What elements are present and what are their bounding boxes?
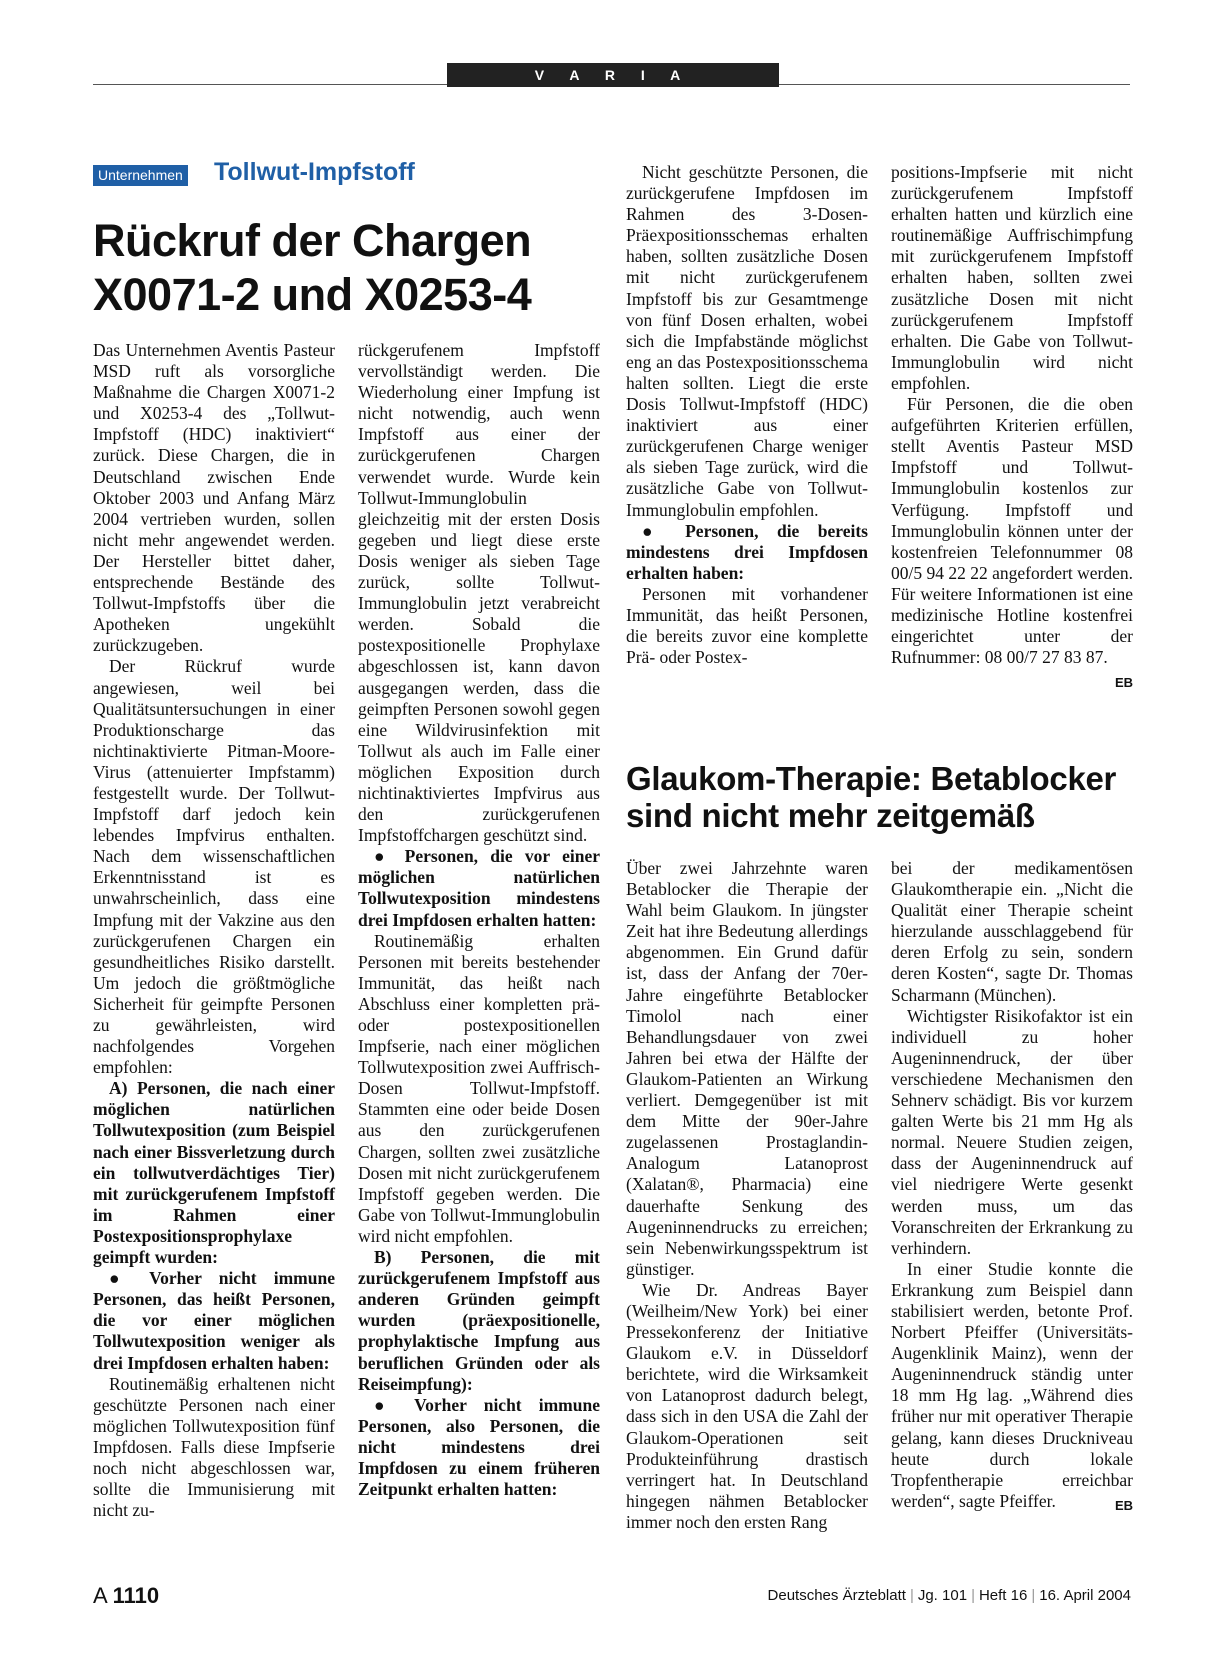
article2-headline xyxy=(626,760,1146,834)
article-kicker: Tollwut-Impfstoff xyxy=(214,158,415,186)
category-badge: Unternehmen xyxy=(93,165,188,186)
article1-column-2 xyxy=(358,340,600,1500)
paragraph: Wichtigster Risikofaktor ist ein individuell zu hoher Augeninnendruck, der über verschiedene Mechanismen den Sehnerv schädigt. Bis vor kurzem galten Werte bis 21 mm Hg als normal. Neuere Studien zeigen, dass der Augeninnendruck auf viel niedrigere Werte gesenkt werden muss, um das Voranschreiten der Erkrankung zu verhindern. xyxy=(891,1005,1133,1258)
journal-name: Deutsches Ärzteblatt xyxy=(767,1587,906,1604)
article1-column-4 xyxy=(891,162,1133,693)
paragraph: A) Personen, die nach einer möglichen natürlichen Tollwutexposition (zum Beispiel nach einer Bissverletzung durch ein tollwutverdächtiges Tier) mit zurückgerufenem Impfstoff im Rahmen einer Postexpositionsprophylaxe geimpft wurden: xyxy=(93,1078,335,1268)
paragraph: Routinemäßig erhalten Personen mit bereits bestehender Immunität, das heißt nach Abschluss einer kompletten prä- oder postexpositionellen Impfserie, nach einer möglichen Tollwutexposition zwei Auffrisch-Dosen Tollwut-Impfstoff. Stammten eine oder beide Dosen aus den zurückgerufenen Chargen, sollten zwei zusätzliche Dosen mit nicht zurückgerufenem Impfstoff gegeben werden. Die Gabe von Tollwut-Immunglobulin wird nicht empfohlen. xyxy=(358,930,600,1246)
paragraph: In einer Studie konnte die Erkrankung zum Beispiel dann stabilisiert werden, betonte Prof. Norbert Pfeiffer (Universitäts-Augenklinik Mainz), wenn der Augeninnendruck ständig unter 18 mm Hg lag. „Während dies früher nur mit operativer Therapie gelang, kann dieses Druckniveau heute durch lokale Tropfentherapie erreichbar werden“, sagte Pfeiffer. EB xyxy=(891,1259,1133,1512)
article-headline xyxy=(93,214,613,322)
paragraph: Nicht geschützte Personen, die zurückgerufene Impfdosen im Rahmen des 3-Dosen-Präexpositionsschemas erhalten haben, sollten zusätzliche Dosen mit nicht zurückgerufenem Impfstoff bis zur Gesamtmenge von fünf Dosen erhalten, wobei sich die Impfabstände möglichst eng an das Postexpositionsschema halten sollten. Liegt die erste Dosis Tollwut-Impfstoff (HDC) inaktiviert aus einer zurückgerufenen Charge weniger als sieben Tage zurück, wird die zusätzliche Gabe von Tollwut-Immunglobulin empfohlen. xyxy=(626,162,868,520)
paragraph: Routinemäßig erhaltenen nicht geschützte Personen nach einer möglichen Tollwutexposition fünf Impfdosen. Falls diese Impfserie noch nicht abgeschlossen war, sollte die Immunisierung mit nicht zu- xyxy=(93,1373,335,1521)
page-prefix: A xyxy=(93,1583,107,1608)
page-number-value: 1110 xyxy=(112,1583,160,1608)
article2-column-2 xyxy=(891,858,1133,1516)
journal-volume: Jg. 101 xyxy=(917,1587,968,1604)
paragraph: ● Vorher nicht immune Personen, also Personen, die nicht mindestens drei Impfdosen zu einem früheren Zeitpunkt erhalten hatten: xyxy=(358,1394,600,1500)
paragraph: B) Personen, die mit zurückgerufenem Impfstoff aus anderen Gründen geimpft wurden (präexpositionelle, prophylaktische Impfung aus beruflichen Gründen oder als Reiseimpfung): xyxy=(358,1247,600,1394)
paragraph: positions-Impfserie mit nicht zurückgerufenem Impfstoff erhalten hatten und kürzlich eine routinemäßige Auffrischimpfung mit zurückgerufenem Impfstoff erhalten haben, sollten zwei zusätzliche Dosen mit nicht zurückgerufenem Impfstoff erhalten. Die Gabe von Tollwut-Immunglobulin wird nicht empfohlen. xyxy=(891,162,1133,393)
headline-line-2: X0071-2 und X0253-4 xyxy=(93,269,532,320)
paragraph: Personen mit vorhandener Immunität, das heißt Personen, die bereits zuvor eine komplette Prä- oder Postex- xyxy=(626,583,868,668)
paragraph: ● Personen, die bereits mindestens drei Impfdosen erhalten haben: xyxy=(626,520,868,583)
section-label: V A R I A xyxy=(447,63,779,87)
paragraph: ● Vorher nicht immune Personen, das heißt Personen, die vor einer möglichen Tollwutexposition weniger als drei Impfdosen erhalten haben: xyxy=(93,1268,335,1373)
paragraph: Über zwei Jahrzehnte waren Betablocker die Therapie der Wahl beim Glaukom. In jüngster Zeit hat ihre Bedeutung allerdings abgenommen. Ein Grund dafür ist, dass der Anfang der 70er-Jahre eingeführte Betablocker Timolol nach einer Behandlungsdauer von zwei Jahren bei etwa der Hälfte der Glaukom-Patienten an Wirkung verliert. Demgegenüber ist mit dem Mitte der 90er-Jahre zugelassenen Prostaglandin-Analogum Latanoprost (Xalatan®, Pharmacia) eine dauerhafte Senkung des Augeninnendrucks zu erreichen; sein Nebenwirkungsspektrum ist günstiger. xyxy=(626,858,868,1279)
article1-column-3 xyxy=(626,162,868,668)
journal-date: 16. April 2004 xyxy=(1039,1587,1131,1604)
headline-line-1: Rückruf der Chargen xyxy=(93,215,532,266)
paragraph: rückgerufenem Impfstoff vervollständigt werden. Die Wiederholung einer Impfung ist nicht notwendig, auch wenn Impfstoff aus einer der zurückgerufenen Chargen verwendet wurde. Wurde kein Tollwut-Immunglobulin gleichzeitig mit der ersten Dosis gegeben und liegt diese erste Dosis weniger als sieben Tage zurück, sollte Tollwut-Immunglobulin jetzt verabreicht werden. Sobald die postexpositionelle Prophylaxe abgeschlossen ist, kann davon ausgegangen werden, dass die geimpften Personen sowohl gegen eine Wildvirusinfektion mit Tollwut als auch im Falle einer möglichen Exposition durch nichtinaktiviertes Impfvirus aus den zurückgerufenen Impfstoffchargen geschützt sind. xyxy=(358,340,600,846)
paragraph: Wie Dr. Andreas Bayer (Weilheim/New York) bei einer Pressekonferenz der Initiative Glaukom e.V. in Düsseldorf berichtete, wird die Wirksamkeit von Latanoprost dadurch belegt, dass sich in den USA die Zahl der Glaukom-Operationen seit Produkteinführung drastisch verringert hat. In Deutschland hingegen nähmen Betablocker immer noch den ersten Rang xyxy=(626,1279,868,1532)
journal-citation: Deutsches Ärzteblatt | Jg. 101 | Heft 16 | 16. April 2004 xyxy=(767,1587,1131,1604)
headline2-line-1: Glaukom-Therapie: Betablocker xyxy=(626,760,1117,797)
journal-issue: Heft 16 xyxy=(978,1587,1028,1604)
page-number xyxy=(93,1583,159,1609)
author-signature: EB xyxy=(1114,675,1133,691)
article2-column-1 xyxy=(626,858,868,1533)
headline2-line-2: sind nicht mehr zeitgemäß xyxy=(626,797,1035,834)
paragraph: Das Unternehmen Aventis Pasteur MSD ruft als vorsorgliche Maßnahme die Chargen X0071-2 und X0253-4 des „Tollwut-Impfstoff (HDC) inaktiviert“ zurück. Diese Chargen, die in Deutschland zwischen Ende Oktober 2003 und Anfang März 2004 vertrieben wurden, sollen nicht mehr angewendet werden. Der Hersteller bittet daher, entsprechende Bestände des Tollwut-Impfstoffs über die Apotheken ungekühlt zurückzugeben. xyxy=(93,340,335,656)
author-signature: EB xyxy=(1114,1497,1133,1513)
paragraph: ● Personen, die vor einer möglichen natürlichen Tollwutexposition mindestens drei Impfdosen erhalten hatten: xyxy=(358,846,600,930)
paragraph: Für Personen, die die oben aufgeführten Kriterien erfüllen, stellt Aventis Pasteur MSD Impfstoff und Tollwut-Immunglobulin kostenlos zur Verfügung. Impfstoff und Immunglobulin können unter der kostenfreien Telefonnummer 08 00/5 94 22 22 angefordert werden. Für weitere Informationen ist eine medizinische Hotline kostenfrei eingerichtet unter der Rufnummer: 08 00/7 27 83 87. EB xyxy=(891,394,1133,668)
article1-column-1 xyxy=(93,340,335,1521)
paragraph: bei der medikamentösen Glaukomtherapie ein. „Nicht die Qualität einer Therapie scheint hierzulande ausschlaggebend für deren Erfolg zu sein, sondern deren Kosten“, sagte Dr. Thomas Scharmann (München). xyxy=(891,858,1133,1005)
paragraph: Der Rückruf wurde angewiesen, weil bei Qualitätsuntersuchungen in einer Produktionscharge das nichtinaktivierte Pitman-Moore-Virus (attenuierter Impfstamm) festgestellt wurde. Der Tollwut-Impfstoff darf jedoch kein lebendes Impfvirus enthalten. Nach dem wissenschaftlichen Erkenntnisstand ist es unwahrscheinlich, dass eine Impfung mit der Vakzine aus den zurückgerufenen Chargen ein gesundheitliches Risiko darstellt. Um jedoch die größtmögliche Sicherheit für geimpfte Personen zu gewährleisten, wird nachfolgendes Vorgehen empfohlen: xyxy=(93,656,335,1078)
